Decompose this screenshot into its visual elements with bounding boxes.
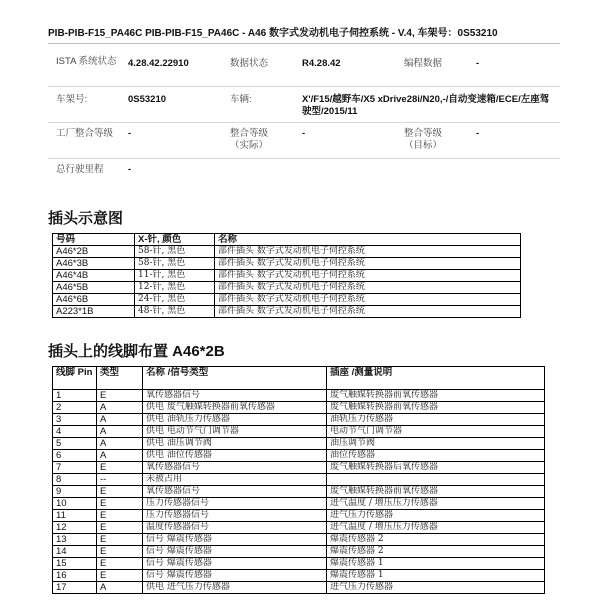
table-row: [53, 426, 545, 438]
signal-name: 供电 油位传感器: [143, 450, 327, 462]
signal-name: 压力传感器信号: [143, 498, 327, 510]
connector-name: 部件插头 数字式发动机电子伺控系统: [215, 306, 521, 318]
pin-type: E: [97, 486, 143, 498]
data-status-value: R4.28.42: [302, 58, 341, 69]
info-divider: [48, 86, 560, 87]
pin-color: 12-针, 黑色: [135, 282, 215, 294]
pin-type: E: [97, 498, 143, 510]
column-header: 类型: [97, 367, 143, 390]
signal-name: 供电 油轨压力传感器: [143, 414, 327, 426]
table-row: [53, 546, 545, 558]
pin-type: E: [97, 462, 143, 474]
socket-description: 废气触媒转换器后氧传感器: [327, 462, 545, 474]
socket-description: 爆震传感器 2: [327, 534, 545, 546]
socket-description: 油轨压力传感器: [327, 414, 545, 426]
pin-type: E: [97, 570, 143, 582]
target-level-label: 整合等级（目标）: [404, 128, 443, 151]
socket-description: 进气温度 / 增压压力传感器: [327, 522, 545, 534]
column-header: 线脚 Pin: [53, 367, 97, 390]
pin-number: 2: [53, 402, 97, 414]
connector-id: A46*4B: [53, 270, 135, 282]
column-header: 插座 /测量说明: [327, 367, 545, 390]
table-row: [53, 270, 521, 282]
table-row: [53, 474, 545, 486]
vehicle-value: X'/F15/越野车/X5 xDrive28i/N20,-/自动变速箱/ECE/左座驾驶型/2015/11: [302, 94, 550, 117]
table-row: [53, 258, 521, 270]
socket-description: 废气触媒转换器前氧传感器: [327, 390, 545, 402]
pin-table: [52, 366, 545, 594]
table-row: [53, 306, 521, 318]
pin-type: E: [97, 534, 143, 546]
pin-type: E: [97, 546, 143, 558]
socket-description: 进气温度 / 增压压力传感器: [327, 498, 545, 510]
signal-name: 未被占用: [143, 474, 327, 486]
pin-type: E: [97, 510, 143, 522]
pin-type: E: [97, 390, 143, 402]
socket-description: 废气触媒转换器前氧传感器: [327, 486, 545, 498]
document-header: PIB-PIB-F15_PA46C PIB-PIB-F15_PA46C - A46 数字式发动机电子伺控系统 - V.4, 车架号：0S53210: [48, 24, 560, 44]
programming-data-value: -: [476, 58, 480, 69]
table-row: [53, 486, 545, 498]
pin-color: 58-针, 黑色: [135, 246, 215, 258]
factory-level-value: -: [128, 128, 132, 139]
signal-name: 氧传感器信号: [143, 486, 327, 498]
table-row: [53, 282, 521, 294]
ista-status-value: 4.28.42.22910: [128, 58, 189, 69]
actual-level-label: 整合等级（实际）: [230, 128, 269, 151]
connector-overview-title: 插头示意图: [48, 210, 124, 227]
connector-name: 部件插头 数字式发动机电子伺控系统: [215, 258, 521, 270]
socket-description: 废气触媒转换器前氧传感器: [327, 402, 545, 414]
socket-description: 油位传感器: [327, 450, 545, 462]
pin-type: E: [97, 522, 143, 534]
actual-level-value: -: [302, 128, 306, 139]
factory-level-label: 工厂整合等级: [56, 128, 114, 139]
pin-color: 24-针, 黑色: [135, 294, 215, 306]
pin-type: A: [97, 414, 143, 426]
pin-number: 10: [53, 498, 97, 510]
pin-number: 1: [53, 390, 97, 402]
table-row: [53, 510, 545, 522]
pin-color: 58-针, 黑色: [135, 258, 215, 270]
pin-layout-title: 插头上的线脚布置 A46*2B: [48, 343, 225, 360]
table-row: [53, 450, 545, 462]
column-header: X-针, 颜色: [135, 234, 215, 246]
socket-description: 进气压力传感器: [327, 582, 545, 594]
signal-name: 信号 爆震传感器: [143, 570, 327, 582]
socket-description: 爆震传感器 2: [327, 546, 545, 558]
pin-type: A: [97, 582, 143, 594]
info-divider: [48, 122, 560, 123]
target-level-value: -: [476, 128, 480, 139]
pin-number: 11: [53, 510, 97, 522]
pin-type: A: [97, 450, 143, 462]
programming-data-label: 编程数据: [404, 58, 443, 69]
pin-number: 13: [53, 534, 97, 546]
socket-description: 爆震传感器 1: [327, 558, 545, 570]
signal-name: 氧传感器信号: [143, 462, 327, 474]
pin-number: 16: [53, 570, 97, 582]
table-row: [53, 402, 545, 414]
pin-number: 9: [53, 486, 97, 498]
pin-color: 11-针, 黑色: [135, 270, 215, 282]
signal-name: 供电 进气压力传感器: [143, 582, 327, 594]
table-row: [53, 522, 545, 534]
vin-label: 车架号:: [56, 94, 88, 105]
table-row: [53, 246, 521, 258]
connector-name: 部件插头 数字式发动机电子伺控系统: [215, 294, 521, 306]
socket-description: 进气压力传感器: [327, 510, 545, 522]
column-header: 名称 /信号类型: [143, 367, 327, 390]
connector-name: 部件插头 数字式发动机电子伺控系统: [215, 246, 521, 258]
pin-type: A: [97, 402, 143, 414]
pin-color: 48-针, 黑色: [135, 306, 215, 318]
column-header: 号码: [53, 234, 135, 246]
signal-name: 信号 爆震传感器: [143, 534, 327, 546]
pin-number: 15: [53, 558, 97, 570]
signal-name: 温度传感器信号: [143, 522, 327, 534]
table-row: [53, 534, 545, 546]
socket-description: 电动节气门调节器: [327, 426, 545, 438]
pin-type: A: [97, 438, 143, 450]
pin-number: 8: [53, 474, 97, 486]
signal-name: 信号 爆震传感器: [143, 558, 327, 570]
signal-name: 信号 爆震传感器: [143, 546, 327, 558]
pin-number: 14: [53, 546, 97, 558]
ista-status-label: ISTA 系统状态: [56, 56, 117, 67]
connector-name: 部件插头 数字式发动机电子伺控系统: [215, 270, 521, 282]
mileage-value: -: [128, 164, 132, 175]
connector-id: A46*2B: [53, 246, 135, 258]
mileage-label: 总行驶里程: [56, 164, 104, 175]
pin-number: 12: [53, 522, 97, 534]
connector-table: [52, 233, 521, 318]
table-header-row: [53, 234, 521, 246]
pin-type: A: [97, 426, 143, 438]
table-row: [53, 294, 521, 306]
table-row: [53, 414, 545, 426]
pin-number: 6: [53, 450, 97, 462]
table-row: [53, 582, 545, 594]
table-row: [53, 438, 545, 450]
pin-number: 17: [53, 582, 97, 594]
pin-number: 5: [53, 438, 97, 450]
pin-number: 3: [53, 414, 97, 426]
signal-name: 氧传感器信号: [143, 390, 327, 402]
pin-number: 4: [53, 426, 97, 438]
info-divider: [48, 158, 560, 159]
data-status-label: 数据状态: [230, 58, 269, 69]
connector-id: A46*5B: [53, 282, 135, 294]
socket-description: [327, 474, 545, 486]
table-row: [53, 390, 545, 402]
table-row: [53, 558, 545, 570]
socket-description: 爆震传感器 1: [327, 570, 545, 582]
table-row: [53, 570, 545, 582]
socket-description: 油压调节阀: [327, 438, 545, 450]
column-header: 名称: [215, 234, 521, 246]
connector-id: A46*6B: [53, 294, 135, 306]
connector-name: 部件插头 数字式发动机电子伺控系统: [215, 282, 521, 294]
signal-name: 供电 电动节气门调节器: [143, 426, 327, 438]
signal-name: 供电 油压调节阀: [143, 438, 327, 450]
pin-number: 7: [53, 462, 97, 474]
pin-rows: [53, 390, 545, 594]
vin-value: 0S53210: [128, 94, 167, 105]
signal-name: 供电 废气触媒转换器前氧传感器: [143, 402, 327, 414]
connector-id: A223*1B: [53, 306, 135, 318]
table-row: [53, 498, 545, 510]
vehicle-label: 车辆:: [230, 94, 252, 105]
table-header-row: [53, 367, 545, 390]
connector-id: A46*3B: [53, 258, 135, 270]
pin-type: E: [97, 558, 143, 570]
pin-type: --: [97, 474, 143, 486]
signal-name: 压力传感器信号: [143, 510, 327, 522]
table-row: [53, 462, 545, 474]
